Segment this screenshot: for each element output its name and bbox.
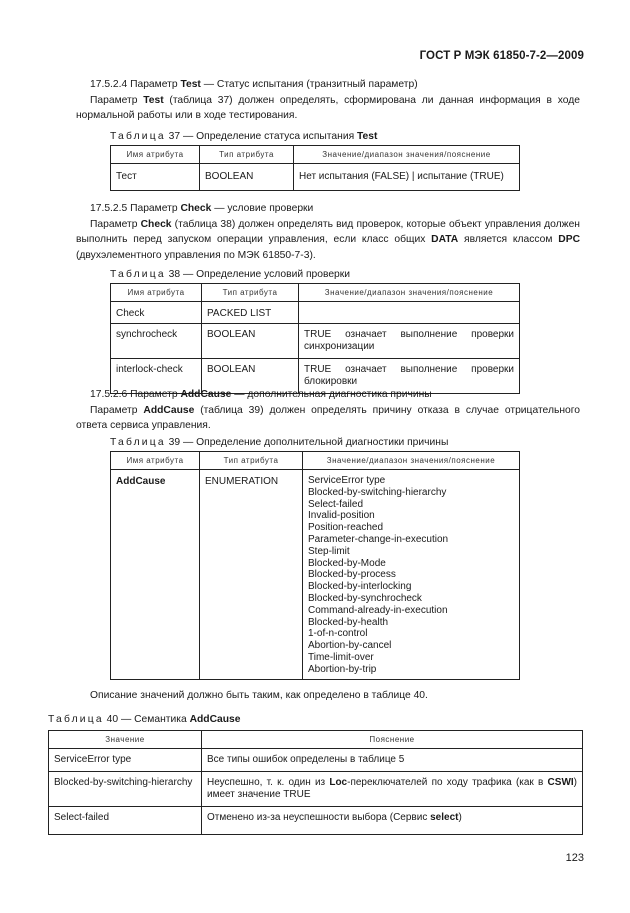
- note-table40: Описание значений должно быть таким, как определено в таблице 40.: [90, 690, 428, 701]
- enum-value: Blocked-by-interlocking: [308, 581, 412, 593]
- enum-value: Abortion-by-cancel: [308, 640, 392, 652]
- table39-caption: Таблица 39 — Определение дополнительной диагностики причины: [110, 437, 449, 448]
- table38-caption: Таблица 38 — Определение условий проверки: [110, 269, 351, 280]
- section-check: 17.5.2.5 Параметр Check — условие проверки Параметр Check (таблица 38) должен определять вид проверок, которые объект управления должен выполнить перед запуском операции управления, если класс общих DATA является классом DPC (двухэлементного управления по МЭК 61850-7-3).: [76, 203, 581, 261]
- col-header: Пояснение: [202, 731, 583, 749]
- table-37: [110, 145, 520, 191]
- table-row: interlock-check BOOLEAN TRUE означает выполнение проверки блокировки: [111, 359, 520, 394]
- col-header: Тип атрибута: [200, 146, 294, 164]
- col-header: Имя атрибута: [111, 284, 202, 302]
- col-header: Значение/диапазон значения/пояснение: [299, 284, 520, 302]
- enum-value: Blocked-by-switching-hierarchy: [308, 486, 447, 498]
- enum-value: Blocked-by-synchrocheck: [308, 592, 422, 604]
- enum-value: 1-of-n-control: [308, 628, 368, 640]
- col-header: Значение/диапазон значения/пояснение: [303, 452, 520, 470]
- table-40: [48, 730, 583, 835]
- table-39: [110, 451, 520, 680]
- table-row: Check PACKED LIST: [111, 302, 520, 324]
- table-row: synchrocheck BOOLEAN TRUE означает выполнение проверки синхронизации: [111, 324, 520, 359]
- table37-caption: Таблица 37 — Определение статуса испытания Test: [110, 131, 378, 142]
- enum-value: Time-limit-over: [308, 651, 374, 663]
- table-38: [110, 283, 520, 394]
- enum-value: Abortion-by-trip: [308, 663, 377, 675]
- col-header: Имя атрибута: [111, 146, 200, 164]
- table-row: Select-failed Отменено из-за неуспешности выбора (Сервис select): [49, 807, 583, 835]
- enum-values-list: [308, 475, 514, 676]
- col-header: Тип атрибута: [200, 452, 303, 470]
- enum-value: Blocked-by-health: [308, 616, 389, 628]
- enum-value: Step-limit: [308, 545, 350, 557]
- enum-value: ServiceError type: [308, 475, 386, 486]
- enum-value: Command-already-in-execution: [308, 604, 448, 616]
- table-row: Blocked-by-switching-hierarchy Неуспешно, т. к. один из Loc-переключателей по ходу трафика (как в CSWI) имеет значение TRUE: [49, 772, 583, 807]
- table40-caption: Таблица 40 — Семантика AddCause: [48, 714, 241, 725]
- enum-value: Blocked-by-process: [308, 569, 396, 581]
- col-header: Тип атрибута: [202, 284, 299, 302]
- table-row: Тест BOOLEAN Нет испытания (FALSE) | испытание (TRUE): [111, 164, 520, 191]
- page-number: 123: [565, 852, 584, 864]
- enum-value: Select-failed: [308, 498, 364, 510]
- col-header: Значение: [49, 731, 202, 749]
- enum-value: Position-reached: [308, 522, 384, 534]
- table-row: ServiceError type Все типы ошибок определены в таблице 5: [49, 749, 583, 772]
- document-header: ГОСТ Р МЭК 61850-7-2—2009: [419, 50, 584, 62]
- col-header: Значение/диапазон значения/пояснение: [294, 146, 520, 164]
- section-test: 17.5.2.4 Параметр Test — Статус испытания (транзитный параметр) Параметр Test (таблица 37) должен определять, сформирована ли данная информация в ходе нормальной работы или в ходе тестирования.: [76, 79, 580, 122]
- enum-value: Blocked-by-Mode: [308, 557, 386, 569]
- col-header: Имя атрибута: [111, 452, 200, 470]
- enum-value: Parameter-change-in-execution: [308, 533, 449, 545]
- enum-value: Invalid-position: [308, 510, 375, 522]
- table-row: AddCause ENUMERATION ServiceError type Blocked-by-switching-hierarchy Select-failed Invalid-position Position-reached Parameter-change-in-execution Step-limit Blocked-by-Mode Blocked-by-process Blocked-by-interlocking Blocked-by-synchrocheck Command-already-in-execution Blocked-by-health 1-of-n-control Abortion-by-cancel Time-limit-over Abortion-by-trip: [111, 470, 520, 680]
- section-addcause: 17.5.2.6 Параметр AddCause — дополнительная диагностика причины Параметр AddCause (таблица 39) должен определять причину отказа в случае отрицательного ответа сервиса управления.: [76, 389, 580, 432]
